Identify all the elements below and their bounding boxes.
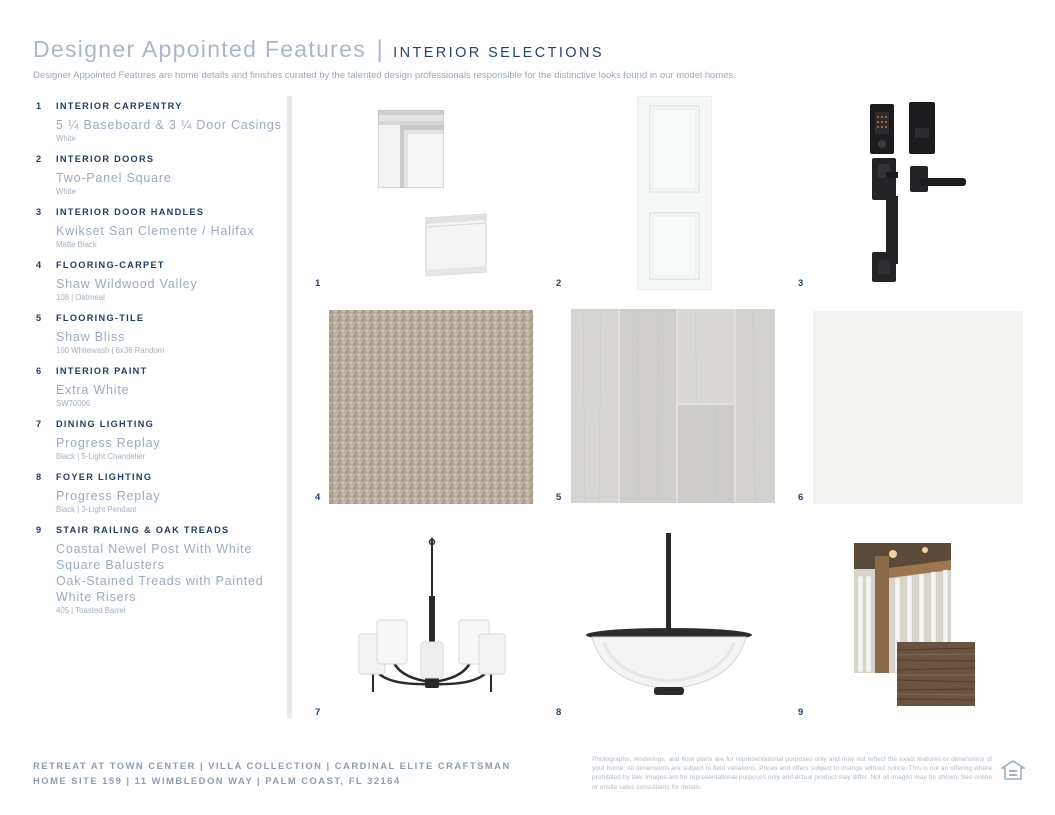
community-line: RETREAT AT TOWN CENTER | VILLA COLLECTION | CARDINAL ELITE CRAFTSMAN (33, 760, 511, 771)
grid-label-1: 1 (315, 278, 321, 289)
item-category: INTERIOR PAINT (56, 366, 148, 376)
equal-housing-icon (1001, 759, 1025, 783)
column-divider (287, 96, 292, 718)
item-number: 3 (36, 207, 43, 217)
item-number: 2 (36, 154, 43, 164)
grid-label-5: 5 (556, 492, 562, 503)
item-category: INTERIOR DOORS (56, 154, 155, 164)
item-name: Progress Replay (56, 436, 161, 450)
item-category: FLOORING-CARPET (56, 260, 165, 270)
grid-label-8: 8 (556, 707, 562, 718)
item-category: FLOORING-TILE (56, 313, 145, 323)
item-detail: 405 | Toasted Barrel (56, 606, 126, 615)
item-detail: Black | 3-Light Pendant (56, 505, 137, 514)
selection-item-5 (36, 312, 282, 356)
item-detail: 108 | Oatmeal (56, 293, 105, 302)
selection-item-1 (36, 100, 282, 144)
two-panel-door-image (637, 96, 712, 290)
selections-list (36, 100, 282, 625)
carpet-swatch (329, 310, 533, 504)
tile-swatch (571, 309, 775, 503)
grid-label-6: 6 (798, 492, 804, 503)
selection-item-9 (36, 524, 282, 616)
item-number: 4 (36, 260, 43, 270)
grid-label-7: 7 (315, 707, 321, 718)
address-line: HOME SITE 159 | 11 WIMBLEDON WAY | PALM COAST, FL 32164 (33, 775, 401, 786)
item-detail: White (56, 134, 76, 143)
baseboard-image (424, 212, 488, 278)
item-number: 6 (36, 366, 43, 376)
item-name: Progress Replay (56, 489, 161, 503)
grid-label-4: 4 (315, 492, 321, 503)
selection-item-8 (36, 471, 282, 515)
title-line (33, 34, 1023, 68)
item-detail: White (56, 187, 76, 196)
grid-label-2: 2 (556, 278, 562, 289)
item-number: 8 (36, 472, 43, 482)
selection-item-4 (36, 259, 282, 303)
grid-label-9: 9 (798, 707, 804, 718)
item-number: 7 (36, 419, 43, 429)
item-detail: 100 Whitewash | 6x36 Random (56, 346, 165, 355)
selection-item-7 (36, 418, 282, 462)
item-number: 5 (36, 313, 43, 323)
paint-swatch (813, 311, 1023, 504)
item-category: FOYER LIGHTING (56, 472, 153, 482)
item-name: Coastal Newel Post With White Square Balusters (56, 542, 253, 572)
item-category: DINING LIGHTING (56, 419, 155, 429)
item-category: INTERIOR DOOR HANDLES (56, 207, 205, 217)
grid-label-3: 3 (798, 278, 804, 289)
item-name-secondary: Oak-Stained Treads with Painted White Risers (56, 574, 264, 604)
item-number: 1 (36, 101, 43, 111)
item-number: 9 (36, 525, 43, 535)
door-handle-hardware-image (866, 100, 970, 286)
pendant-light-image (584, 533, 754, 701)
item-category: INTERIOR CARPENTRY (56, 101, 183, 111)
item-name: Shaw Bliss (56, 330, 126, 344)
chandelier-image (355, 536, 509, 700)
item-detail: SW70006 (56, 399, 91, 408)
carpentry-casing-image (378, 110, 444, 188)
selection-item-2 (36, 153, 282, 197)
item-detail: Matte Black (56, 240, 97, 249)
community-info (33, 758, 511, 788)
item-category: STAIR RAILING & OAK TREADS (56, 525, 230, 535)
stair-railing-image (853, 542, 977, 708)
item-name: 5 ¼ Baseboard & 3 ¼ Door Casings (56, 118, 282, 132)
item-name: Two-Panel Square (56, 171, 172, 185)
header (33, 34, 1023, 81)
page-subtitle-heading: INTERIOR SELECTIONS (393, 45, 604, 61)
item-name: Kwikset San Clemente / Halifax (56, 224, 255, 238)
selection-item-6 (36, 365, 282, 409)
title-separator: | (376, 36, 383, 63)
page-description: Designer Appointed Features are home details and finishes curated by the talented design professionals responsible for the distinctive looks found in our model homes. (33, 70, 736, 81)
selection-item-3 (36, 206, 282, 250)
item-name: Shaw Wildwood Valley (56, 277, 198, 291)
legal-disclaimer: Photographs, renderings, and floor plans are for representational purposes only and may not reflect the exact features or dimensions of your home. All dimensions are subject to field variations. Prices and offers subject to change without notice. This is not an offering where prohibited by law. Images are for representational purposes only and actual product may differ. Not all images may be shown. See online or onsite sales consultants for details. (592, 756, 992, 791)
item-name: Extra White (56, 383, 130, 397)
item-detail: Black | 5-Light Chandelier (56, 452, 146, 461)
page-title: Designer Appointed Features (33, 36, 367, 62)
